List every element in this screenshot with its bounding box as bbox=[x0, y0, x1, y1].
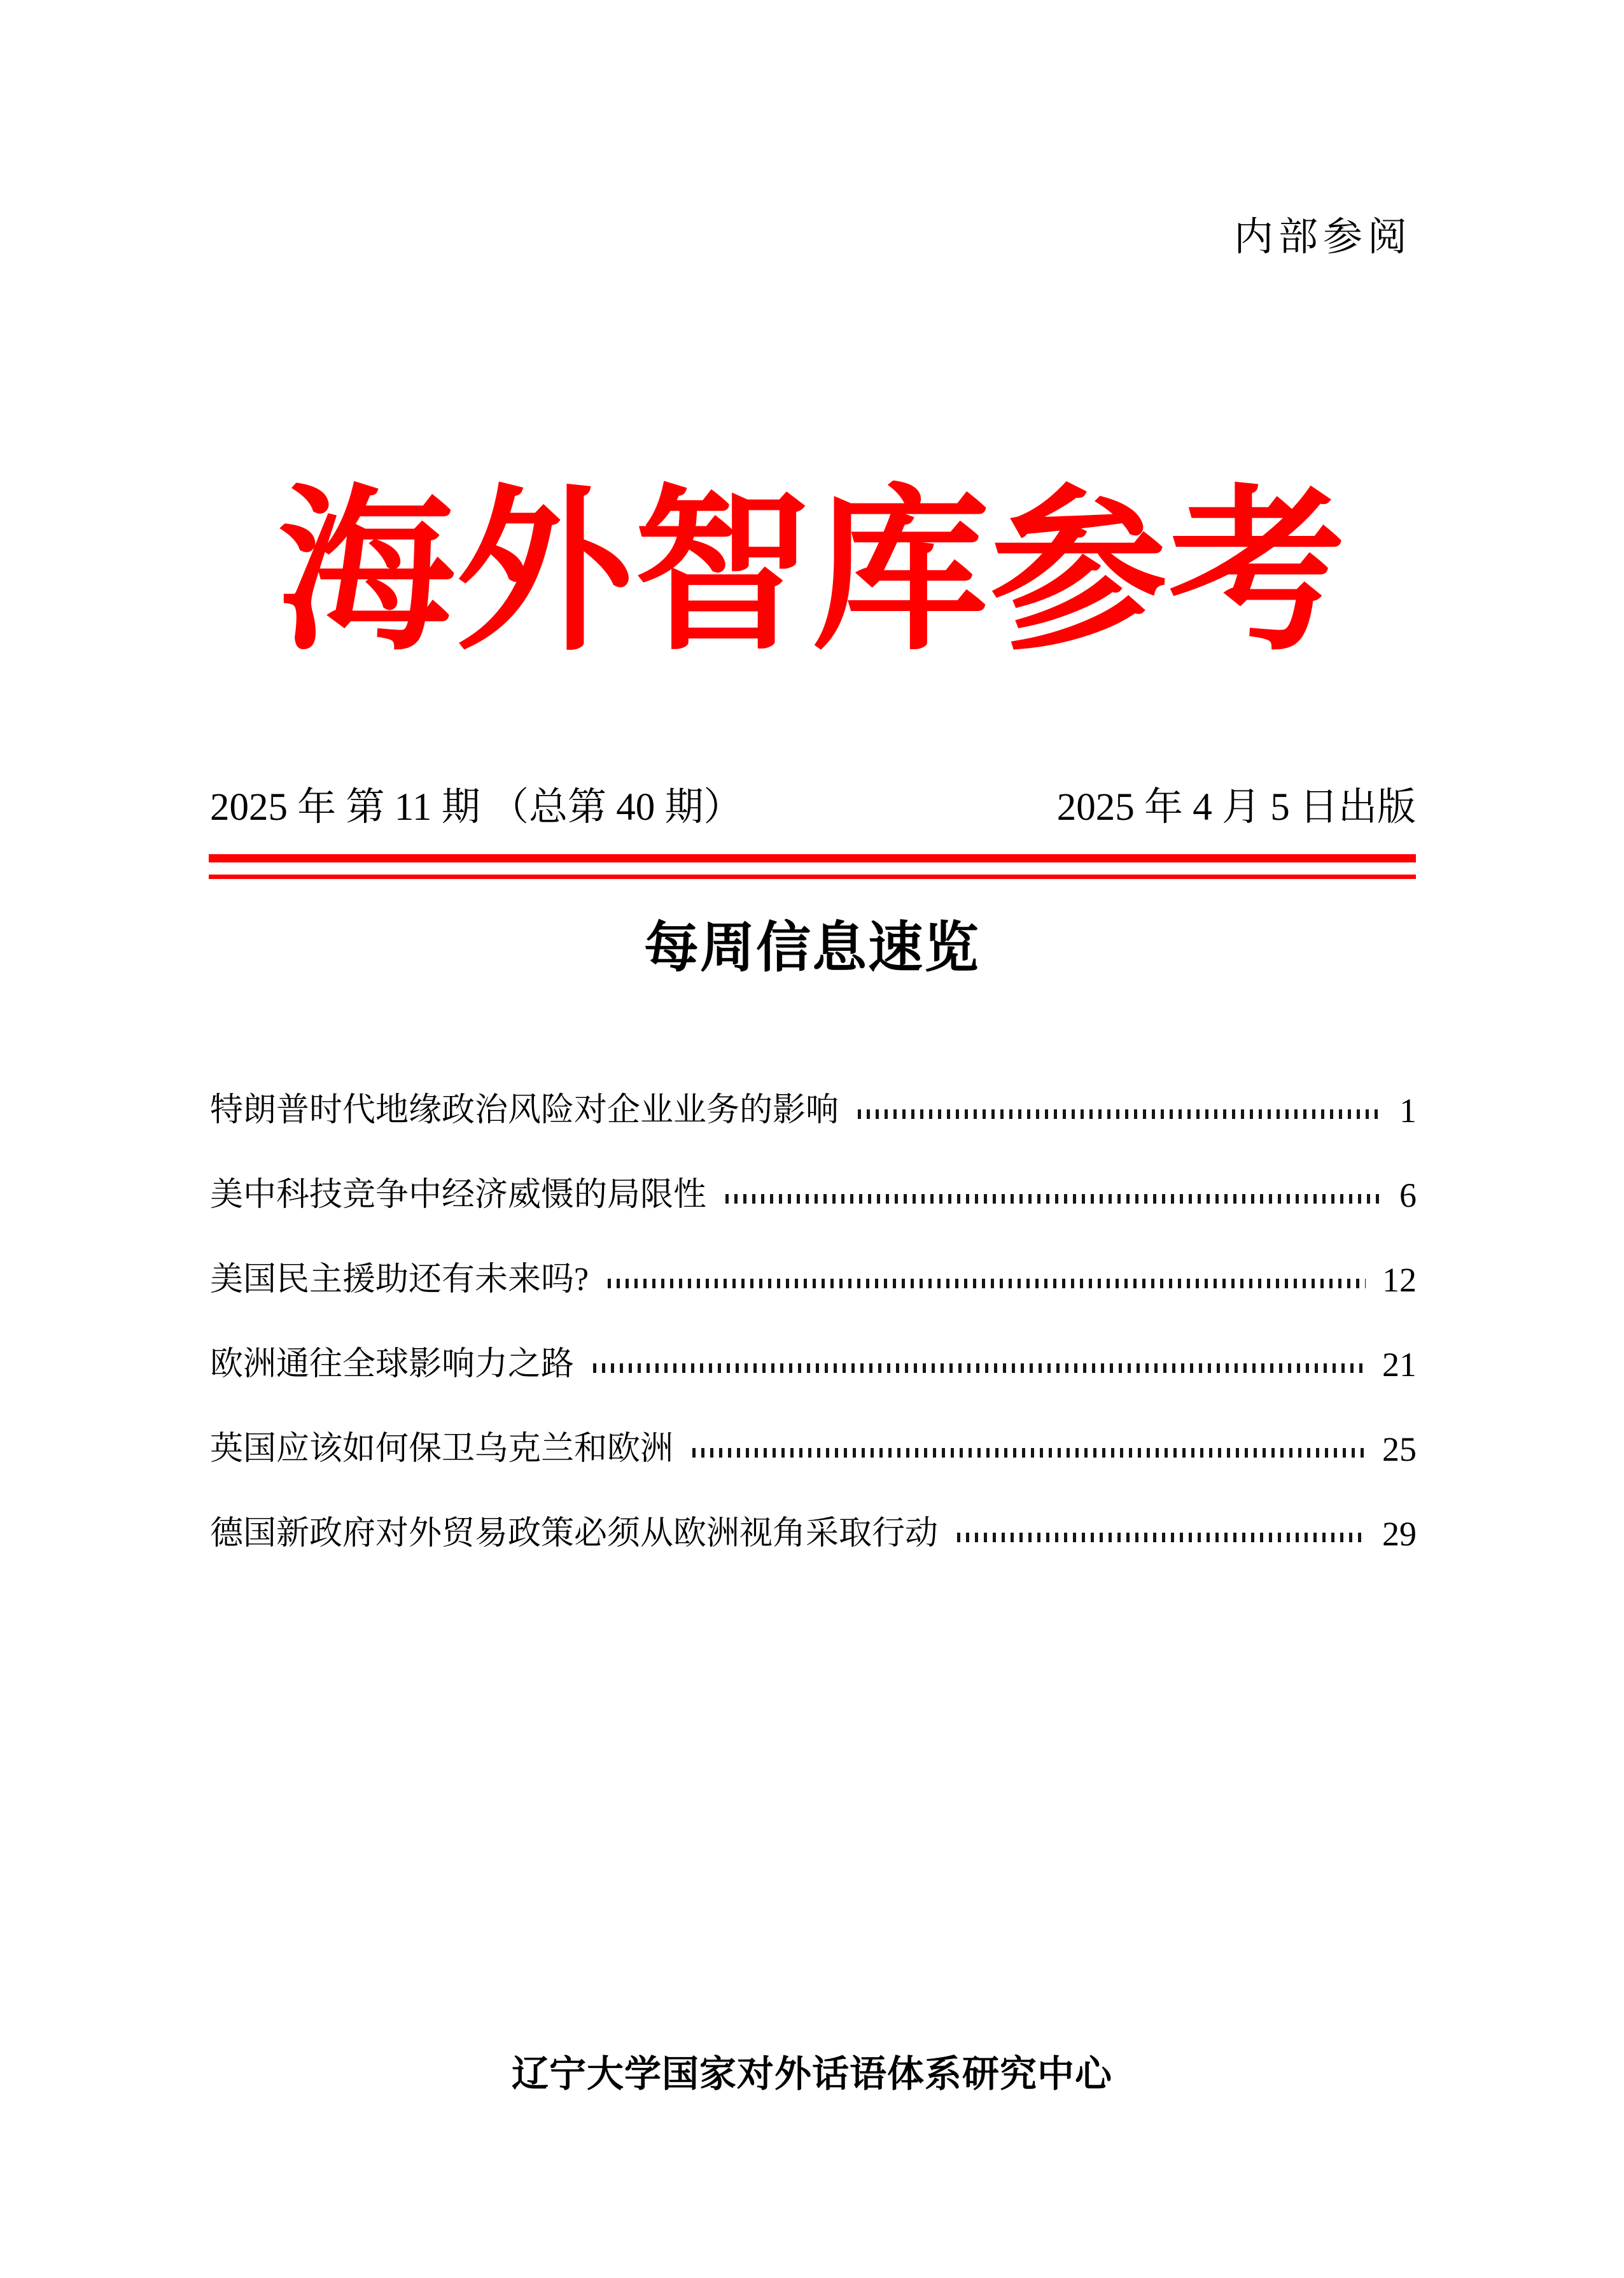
toc-item bbox=[210, 1068, 1417, 1153]
publisher-footer: 辽宁大学国家对外话语体系研究中心 bbox=[511, 2053, 1112, 2095]
table-of-contents bbox=[210, 1068, 1417, 1576]
toc-item-title: 欧洲通往全球影响力之路 bbox=[210, 1346, 575, 1382]
toc-item bbox=[210, 1491, 1417, 1576]
toc-page-number: 6 bbox=[1399, 1176, 1417, 1214]
toc-item bbox=[210, 1407, 1417, 1491]
divider-thick-red-rule bbox=[209, 854, 1416, 862]
toc-page-number: 29 bbox=[1382, 1514, 1417, 1553]
divider-thin-red-rule bbox=[209, 875, 1416, 879]
journal-title: 海外智库参考 bbox=[277, 475, 1347, 671]
toc-dot-leader bbox=[608, 1279, 1366, 1288]
toc-dot-leader bbox=[957, 1533, 1366, 1542]
section-heading: 每周信息速览 bbox=[644, 917, 980, 978]
toc-item-title: 美国民主援助还有未来吗? bbox=[210, 1261, 589, 1298]
toc-item bbox=[210, 1322, 1417, 1407]
toc-dot-leader bbox=[725, 1194, 1383, 1204]
publish-date: 2025 年 4 月 5 日出版 bbox=[1056, 786, 1416, 829]
issue-number: 2025 年 第 11 期 （总第 40 期） bbox=[210, 786, 743, 829]
toc-dot-leader bbox=[858, 1109, 1383, 1119]
toc-item-title: 德国新政府对外贸易政策必须从欧洲视角采取行动 bbox=[210, 1515, 939, 1552]
toc-item bbox=[210, 1153, 1417, 1237]
toc-page-number: 12 bbox=[1382, 1260, 1417, 1299]
toc-page-number: 1 bbox=[1399, 1091, 1417, 1130]
toc-item-title: 美中科技竞争中经济威慑的局限性 bbox=[210, 1176, 707, 1213]
toc-item-title: 英国应该如何保卫乌克兰和欧洲 bbox=[210, 1430, 674, 1467]
issue-info-row bbox=[210, 788, 1416, 827]
toc-item-title: 特朗普时代地缘政治风险对企业业务的影响 bbox=[210, 1092, 839, 1128]
toc-dot-leader bbox=[692, 1448, 1366, 1458]
toc-item bbox=[210, 1237, 1417, 1322]
toc-dot-leader bbox=[593, 1363, 1366, 1373]
toc-page-number: 21 bbox=[1382, 1345, 1417, 1384]
classification-label: 内部参阅 bbox=[1233, 216, 1412, 259]
toc-page-number: 25 bbox=[1382, 1430, 1417, 1468]
